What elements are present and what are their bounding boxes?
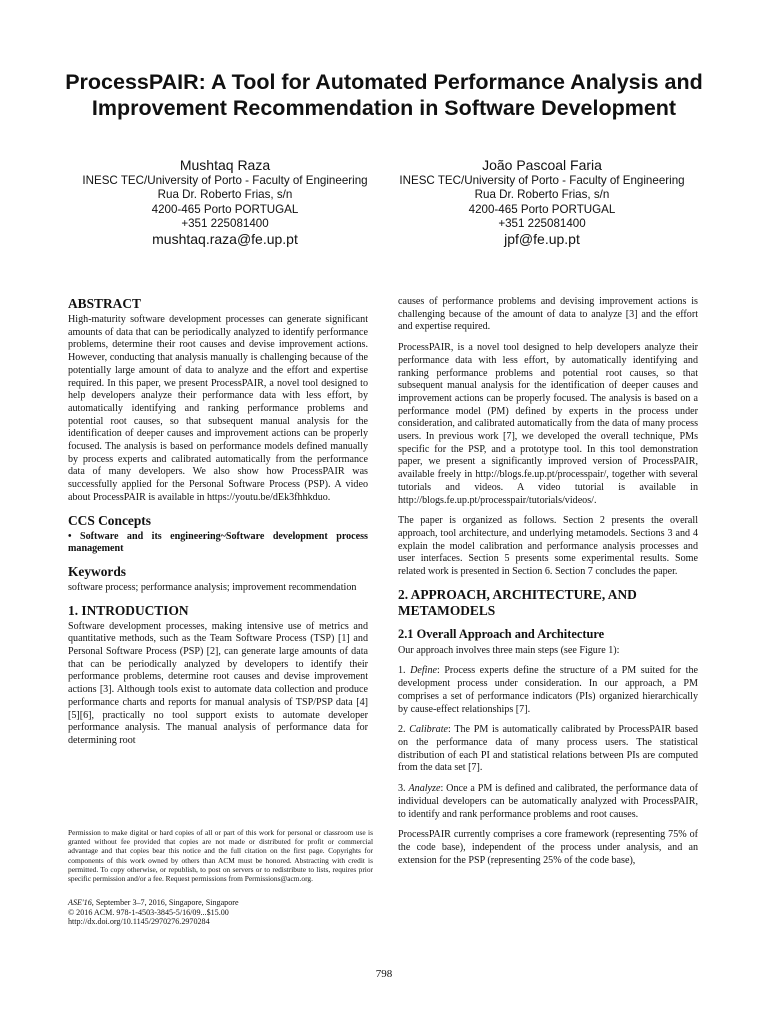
step-text: : The PM is automatically calibrated by ProcessPAIR based on the performance data of many process users. The statistical distribution of each PI and statistical relations between PIs are computed from the data set [7]. (398, 724, 698, 774)
step-number: 3. (398, 783, 409, 795)
author-block-1 (60, 157, 390, 248)
body-paragraph: Our approach involves three main steps (see Figure 1): (398, 644, 620, 656)
conference-dates: , September 3–7, 2016, Singapore, Singapore (91, 898, 239, 907)
author-street: Rua Dr. Roberto Frias, s/n (474, 188, 610, 202)
step-text: : Process experts define the structure of a PM suited for the development process under consideration. In our approach, a PM comprises a set of performance indicators (PIs) organized hierarchically by cause-effect relationships [7]. (398, 665, 699, 715)
author-city: 4200-465 Porto PORTUGAL (468, 202, 616, 216)
introduction-heading: 1. INTRODUCTION (68, 602, 189, 618)
step-term: Define (410, 665, 437, 677)
author-city: 4200-465 Porto PORTUGAL (151, 202, 299, 216)
step-number: 1. (398, 665, 411, 677)
author-affiliation: INESC TEC/University of Porto - Faculty of Engineering (82, 174, 368, 187)
step-text: : Once a PM is defined and calibrated, the performance data of individual developers can be automatically analyzed with ProcessPAIR, to identify and rank performance problems and root causes. (398, 783, 699, 820)
body-paragraph: ProcessPAIR, is a novel tool designed to help developers analyze their performance data with less effort, by automatically identifying and ranking performance problems and potential root causes, so that subsequent manual analysis for the identification of deeper causes and improvement actions can be properly focused. The analysis is based on a performance model (PM) defined by experts in the process under consideration, and calibrated automatically from the data of many process users. In previous work [7], we developed the overall technique, PMs specific for the PSP, and a prototype tool. In this tool demonstration paper, we present a significantly improved version of ProcessPAIR, available freely in http://blogs.fe.up.pt/processpair/, together with several tutorials and videos. A video tutorial is available in http://blogs.fe.up.pt/processpair/tutorials/videos/. (398, 342, 698, 506)
conference-info (68, 898, 373, 927)
permission-footnote: Permission to make digital or hard copies of all or part of this work for personal or classroom use is granted without fee provided that copies are not made or distributed for profit or commercial advantage and that copies bear this notice and the full citation on the first page. Copyrights for components of this work owned by others than ACM must be honored. Abstracting with credit is permitted. To copy otherwise, or republish, to post on servers or to redistribute to lists, requires prior specific permission and/or a fee. Request permissions from Permissions@acm.org. (68, 828, 373, 884)
author-name: João Pascoal Faria (482, 157, 602, 173)
step-calibrate (398, 724, 698, 775)
step-term: Calibrate (409, 724, 448, 736)
author-name: Mushtaq Raza (179, 157, 271, 173)
step-define (398, 665, 698, 716)
conference-venue (68, 898, 373, 908)
paper-title: ProcessPAIR: A Tool for Automated Performance Analysis and Improvement Recommendation in Software Development (65, 70, 703, 120)
author-street: Rua Dr. Roberto Frias, s/n (157, 188, 293, 202)
author-affiliation: INESC TEC/University of Porto - Faculty of Engineering (399, 174, 685, 187)
subsection-2-1-heading: 2.1 Overall Approach and Architecture (398, 626, 605, 641)
step-number: 2. (398, 724, 410, 736)
abstract-heading: ABSTRACT (68, 296, 141, 311)
conference-name: ASE'16 (68, 898, 92, 907)
keywords-text: software process; performance analysis; improvement recommendation (68, 581, 357, 593)
step-analyze (398, 783, 698, 821)
keywords-heading: Keywords (68, 563, 127, 579)
author-block-2 (377, 157, 707, 248)
author-phone: +351 225081400 (498, 216, 586, 230)
introduction-text: Software development processes, making intensive use of metrics and quantitative methods, such as the Team Software Process (TSP) [1] and Personal Software Process (PSP) [2], can generate large amounts of data that can be periodically analyzed by developers to identify their performance problems, determine root causes and devise improvement actions [3]. Although tools exist to automate data collection and produce performance charts and reports for manual analysis of TSP/PSP data [4][5][6], practically no tool support exists to automate developer performance analysis. The manual analysis of performance data for determining root (68, 620, 368, 746)
author-email[interactable]: mushtaq.raza@fe.up.pt (152, 231, 298, 248)
ccs-text: • Software and its engineering~Software development process management (68, 530, 368, 555)
body-paragraph: ProcessPAIR currently comprises a core framework (representing 75% of the code base), independent of the process under analysis, and an extension for the PSP (representing 25% of the code base), (398, 829, 698, 866)
author-phone: +351 225081400 (181, 216, 269, 230)
left-column (68, 296, 368, 756)
body-paragraph: The paper is organized as follows. Section 2 presents the overall approach, tool architecture, and underlying metamodels. Sections 3 and 4 explain the model calibration and performance analysis processes and user interfaces. Section 5 presents some experimental results. Some related work is presented in Section 6. Section 7 concludes the paper. (398, 515, 698, 578)
ccs-heading: CCS Concepts (68, 512, 151, 528)
step-term: Analyze (408, 783, 441, 795)
abstract-text: High-maturity software development processes can generate significant amounts of data that can be periodically analyzed to identify performance problems, determine their root causes and devise improvement actions. However, conducting that analysis manually is challenging because of the potentially large amount of data to analyze and the effort and expertise required. In this paper, we present ProcessPAIR, a novel tool designed to help developers analyze their performance data with less effort, by automatically identifying and ranking performance problems and potential root causes, so that subsequent manual analysis for the identification of deeper causes and improvement actions can be properly focused. The analysis is based on performance models defined manually by process experts and calibrated automatically from the performance data of many developers. We also show how ProcessPAIR was successfully applied for the Personal Software Process (PSP). A video about ProcessPAIR is available in https://youtu.be/dEk3fhhkduo. (68, 314, 368, 503)
conference-doi[interactable]: http://dx.doi.org/10.1145/2970276.2970284 (68, 917, 210, 926)
conference-copyright: © 2016 ACM. 978-1-4503-3845-5/16/09...$15.00 (68, 907, 229, 917)
author-email[interactable]: jpf@fe.up.pt (504, 231, 580, 248)
right-column (398, 296, 698, 875)
page-number: 798 (375, 968, 393, 980)
body-paragraph: causes of performance problems and devising improvement actions is challenging because of the amount of data to analyze [3] and the effort and expertise required. (398, 296, 698, 333)
section-2-heading: 2. APPROACH, ARCHITECTURE, AND METAMODELS (398, 586, 637, 618)
